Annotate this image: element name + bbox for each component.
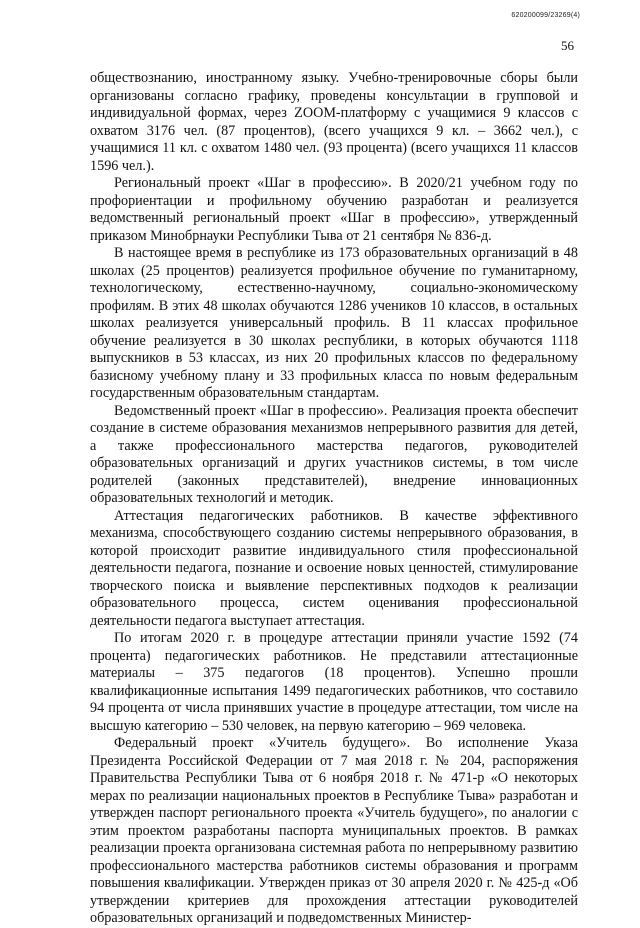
paragraph-attestation-results: По итогам 2020 г. в процедуре аттестации приняли участие 1592 (74 процента) педагогических работников. Не представили аттестационные материалы – 375 педагогов (18 процентов). Успешно прошли квалификационные испытания 1499 педагогических работников, что составило 94 процента от числа принявших участие в процедуре аттестации, том числе на высшую категорию – 530 человек, на первую категорию – 969 человека.: [90, 630, 578, 734]
document-id: 620200099/23269(4): [511, 12, 580, 19]
paragraph-continuation: обществознанию, иностранному языку. Учебно-тренировочные сборы были организованы согласно графику, проведены консультации в групповой и индивидуальной формах, через ZOOM-платформу с учащимися 9 классов с охватом 3176 чел. (87 процентов), (всего учащихся 9 кл. – 3662 чел.), с учащимися 11 кл. с охватом 1480 чел. (93 процента) (всего учащихся 11 классов 1596 чел.).: [90, 70, 578, 174]
paragraph-departmental-project: Ведомственный проект «Шаг в профессию». Реализация проекта обеспечит создание в системе образования механизмов непрерывного развития для детей, а также профессионального мастерства педагогов, руководителей образовательных организаций и других участников системы, в том числе родителей (законных представителей), внедрение инновационных образовательных технологий и методик.: [90, 402, 578, 506]
paragraph-teacher-of-future: Федеральный проект «Учитель будущего». Во исполнение Указа Президента Российской Федерации от 7 мая 2018 г. № 204, распоряжения Правительства Республики Тыва от 6 ноября 2018 г. № 471-р «О некоторых мерах по реализации национальных проектов в Республике Тыва» разработан и утвержден паспорт регионального проекта «Учитель будущего», по аналогии с этим проектом разработаны паспорта муниципальных проектов. В рамках реализации проекта организована системная работа по непрерывному развитию профессионального мастерства работников системы образования и программ повышения квалификации. Утвержден приказ от 30 апреля 2020 г. № 425-д «Об утверждении критериев для прохождения аттестации руководителей образовательных организаций и подведомственных Министер-: [90, 735, 578, 926]
paragraph-regional-project: Региональный проект «Шаг в профессию». В 2020/21 учебном году по профориентации и профильному обучению разработан и реализуется ведомственный региональный проект «Шаг в профессию», утвержденный приказом Минобрнауки Республики Тыва от 21 сентября № 836-д.: [90, 175, 578, 244]
page-number: 56: [561, 38, 574, 53]
paragraph-profile-education: В настоящее время в республике из 173 образовательных организаций в 48 школах (25 процентов) реализуется профильное обучение по гуманитарному, технологическому, естественно-научному, социально-экономическому профилям. В этих 48 школах обучаются 1286 учеников 10 классов, в остальных школах реализуется универсальный профиль. В 11 классах профильное обучение реализуется в 30 школах республики, в которых обучаются 1118 выпускников в 53 классах, из них 20 профильных классов по федеральному базисному учебному плану и 33 профильных класса по новым федеральным государственным образовательным стандартам.: [90, 245, 578, 401]
body-text: [90, 70, 578, 928]
paragraph-teacher-attestation: Аттестация педагогических работников. В качестве эффективного механизма, способствующего созданию системы непрерывного образования, в которой происходит развитие индивидуального стиля профессиональной деятельности педагога, познание и освоение новых ценностей, стимулирование творческого поиска и выявление перспективных подходов к реализации образовательного процесса, систем оценивания профессиональной деятельности педагога выступает аттестация.: [90, 507, 578, 629]
